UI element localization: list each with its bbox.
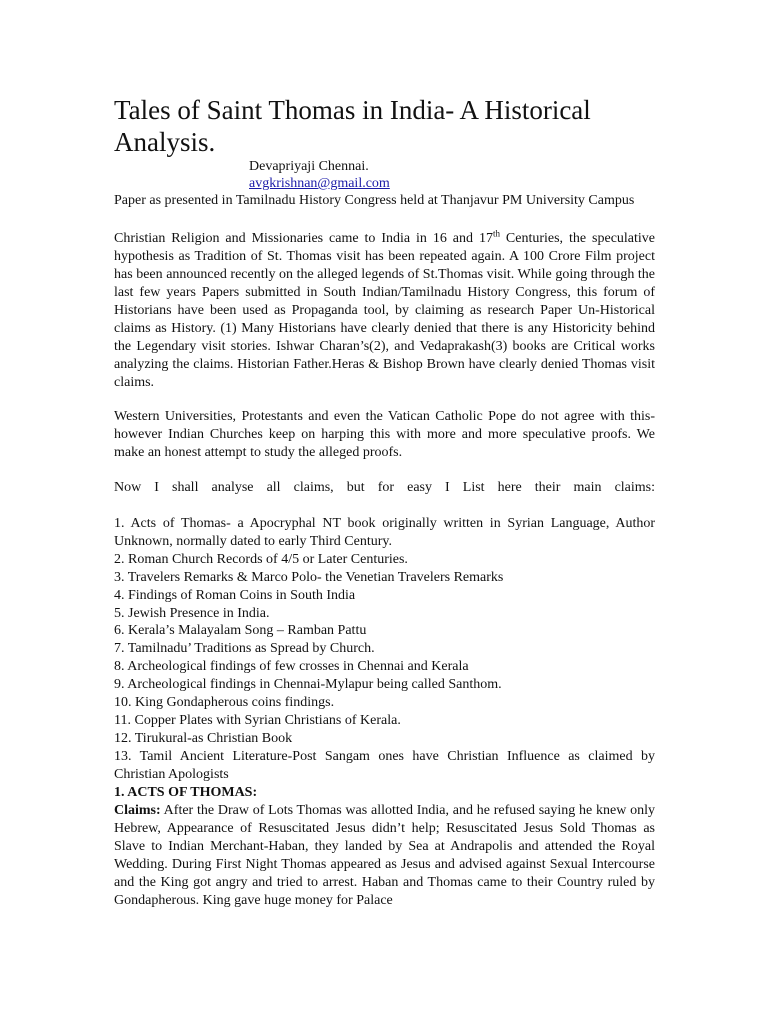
presented-note: Paper as presented in Tamilnadu History Congress held at Thanjavur PM University Campus (114, 193, 635, 208)
author-name: Devapriyaji Chennai. (249, 159, 369, 174)
document-title: Tales of Saint Thomas in India- A Historical Analysis. (114, 95, 591, 157)
claims-label: Claims: (114, 802, 161, 818)
intro-superscript: th (492, 228, 500, 239)
list-item: 7. Tamilnadu’ Traditions as Spread by Church. (114, 641, 375, 657)
claims-paragraph (114, 802, 655, 910)
claims-intro-paragraph: Now I shall analyse all claims, but for easy I List here their main claims: (114, 480, 655, 495)
intro-paragraph (114, 230, 655, 392)
list-item: 13. Tamil Ancient Literature-Post Sangam ones have Christian Influence as claimed by Christian Apologists (114, 748, 655, 782)
list-item: 10. King Gondapherous coins findings. (114, 695, 335, 711)
list-item: 2. Roman Church Records of 4/5 or Later Centuries. (114, 551, 408, 567)
list-item: 3. Travelers Remarks & Marco Polo- the Venetian Travelers Remarks (114, 569, 504, 585)
author-email-link[interactable]: avgkrishnan@gmail.com (249, 176, 390, 191)
list-item: 4. Findings of Roman Coins in South India (114, 587, 356, 603)
claims-list (114, 515, 655, 784)
list-item: 6. Kerala’s Malayalam Song – Ramban Pattu (114, 623, 367, 639)
section-heading: 1. ACTS OF THOMAS: (114, 784, 258, 800)
intro-text-rest: Centuries, the speculative hypothesis as Tradition of St. Thomas visit has been repeated again. A 100 Crore Film project has been announced recently on the alleged legends of St.Thomas visit. While going through the last few years Papers submitted in South Indian/Tamilnadu History Congress, this forum of Historians have been used as Propaganda tool, by claiming as research Paper Un-Historical claims as History. (1) Many Historians have clearly denied that there is any Historicity behind the Legendary visit stories. Ishwar Charan’s(2), and Vedaprakash(3) books are Critical works analyzing the claims. Historian Father.Heras & Bishop Brown have clearly denied Thomas visit claims. (114, 231, 656, 390)
western-views-paragraph: Western Universities, Protestants and even the Vatican Catholic Pope do not agree with this- however Indian Churches keep on harping this with more and more speculative proofs. We make an honest attempt to study the alleged proofs. (114, 409, 655, 460)
list-item: 9. Archeological findings in Chennai-Mylapur being called Santhom. (114, 677, 502, 693)
list-item: 8. Archeological findings of few crosses in Chennai and Kerala (114, 659, 469, 675)
list-item: 11. Copper Plates with Syrian Christians of Kerala. (114, 712, 401, 728)
intro-text-start: Christian Religion and Missionaries came to India in 16 and 17 (114, 231, 493, 246)
list-item: 5. Jewish Presence in India. (114, 605, 270, 621)
claims-text: After the Draw of Lots Thomas was allotted India, and he refused saying he knew only Hebrew, Appearance of Resuscitated Jesus didn’t help; Resuscitated Jesus Sold Thomas as Slave to Indian Merchant-Haban, they landed by Sea at Andrapolis and attended the Royal Wedding. During First Night Thomas appeared as Jesus and advised against Sexual Intercourse and the King got angry and tried to arrest. Haban and Thomas came to their Country ruled by Gondapherous. King gave huge money for Palace (114, 802, 655, 908)
author-block (249, 158, 655, 192)
document-page (114, 94, 655, 910)
list-item: 12. Tirukural-as Christian Book (114, 730, 293, 746)
list-item: 1. Acts of Thomas- a Apocryphal NT book originally written in Syrian Language, Author Unknown, normally dated to early Third Century. (114, 516, 655, 549)
